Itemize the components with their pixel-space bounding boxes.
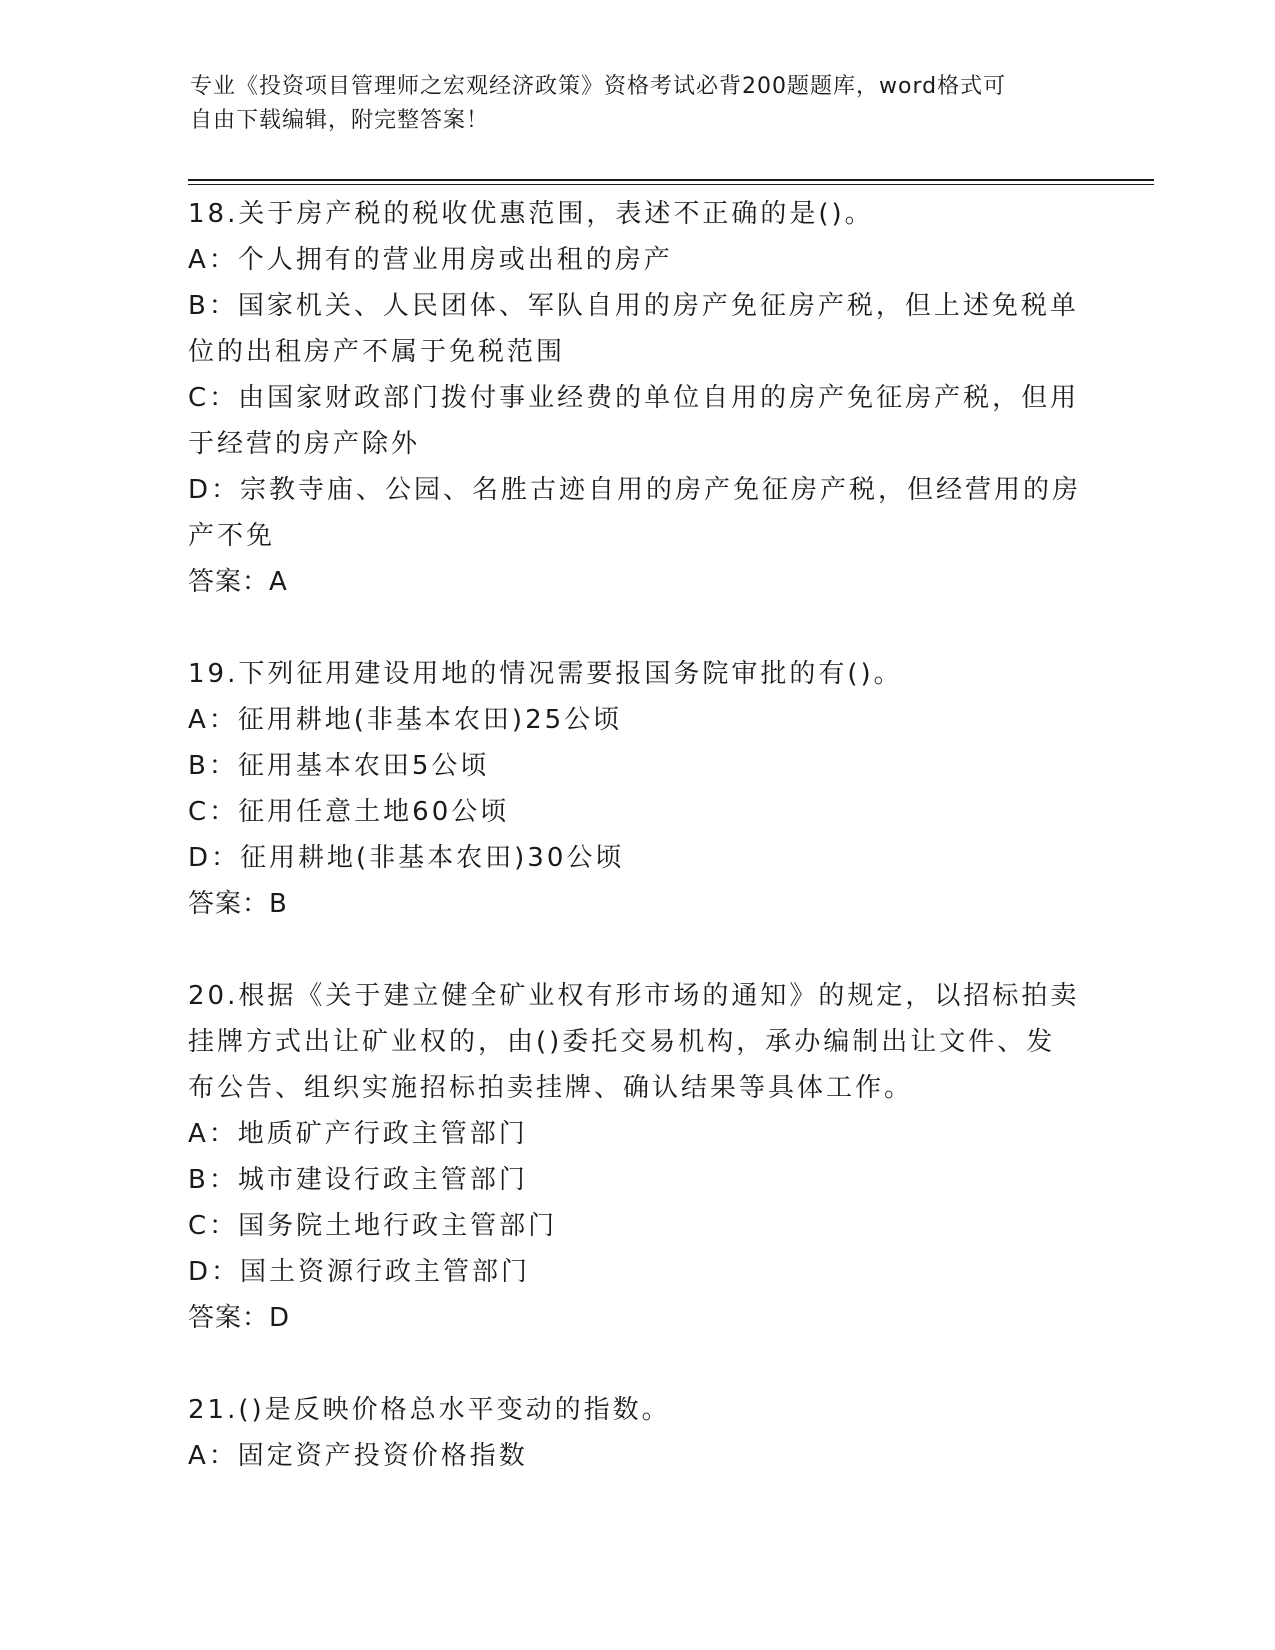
- option-d-continued: 产不免: [188, 521, 276, 551]
- header-divider-thin: [188, 184, 1154, 185]
- question-list: [188, 191, 1088, 1479]
- question-20: [188, 973, 1088, 1341]
- option-c: C：征用任意土地60公顷: [188, 797, 510, 827]
- question-text-continued: 挂牌方式出让矿业权的，由()委托交易机构，承办编制出让文件、发: [188, 1027, 1056, 1057]
- answer: 答案：B: [188, 889, 288, 919]
- answer: 答案：D: [188, 1303, 291, 1333]
- option-d: D：国土资源行政主管部门: [188, 1257, 531, 1287]
- spacer: [188, 605, 1088, 651]
- option-b: B：城市建设行政主管部门: [188, 1165, 528, 1195]
- option-a: A：个人拥有的营业用房或出租的房产: [188, 245, 673, 275]
- question-text: 20.根据《关于建立健全矿业权有形市场的通知》的规定，以招标拍卖: [188, 981, 1080, 1011]
- question-text-continued: 布公告、组织实施招标拍卖挂牌、确认结果等具体工作。: [188, 1073, 914, 1103]
- question-19: [188, 651, 1088, 927]
- question-text: 18.关于房产税的税收优惠范围，表述不正确的是()。: [188, 199, 874, 229]
- page-header: [190, 70, 1070, 138]
- header-divider-thick: [188, 179, 1154, 181]
- answer: 答案：A: [188, 567, 288, 597]
- option-a: A：固定资产投资价格指数: [188, 1441, 528, 1471]
- question-text: 21.()是反映价格总水平变动的指数。: [188, 1395, 671, 1425]
- option-b-continued: 位的出租房产不属于免税范围: [188, 337, 566, 367]
- option-a: A：征用耕地(非基本农田)25公顷: [188, 705, 623, 735]
- question-18: [188, 191, 1088, 605]
- header-line-2: 自由下载编辑，附完整答案！: [190, 108, 490, 133]
- option-c-continued: 于经营的房产除外: [188, 429, 421, 459]
- option-a: A：地质矿产行政主管部门: [188, 1119, 528, 1149]
- spacer: [188, 927, 1088, 973]
- option-d: D：征用耕地(非基本农田)30公顷: [188, 843, 625, 873]
- option-c: C：由国家财政部门拨付事业经费的单位自用的房产免征房产税，但用: [188, 383, 1080, 413]
- spacer: [188, 1341, 1088, 1387]
- option-b: B：国家机关、人民团体、军队自用的房产免征房产税，但上述免税单: [188, 291, 1079, 321]
- question-21: [188, 1387, 1088, 1479]
- header-line-1: 专业《投资项目管理师之宏观经济政策》资格考试必背200题题库，word格式可: [190, 74, 1007, 99]
- option-c: C：国务院土地行政主管部门: [188, 1211, 558, 1241]
- question-text: 19.下列征用建设用地的情况需要报国务院审批的有()。: [188, 659, 903, 689]
- option-b: B：征用基本农田5公顷: [188, 751, 490, 781]
- option-d: D：宗教寺庙、公园、名胜古迹自用的房产免征房产税，但经营用的房: [188, 475, 1082, 505]
